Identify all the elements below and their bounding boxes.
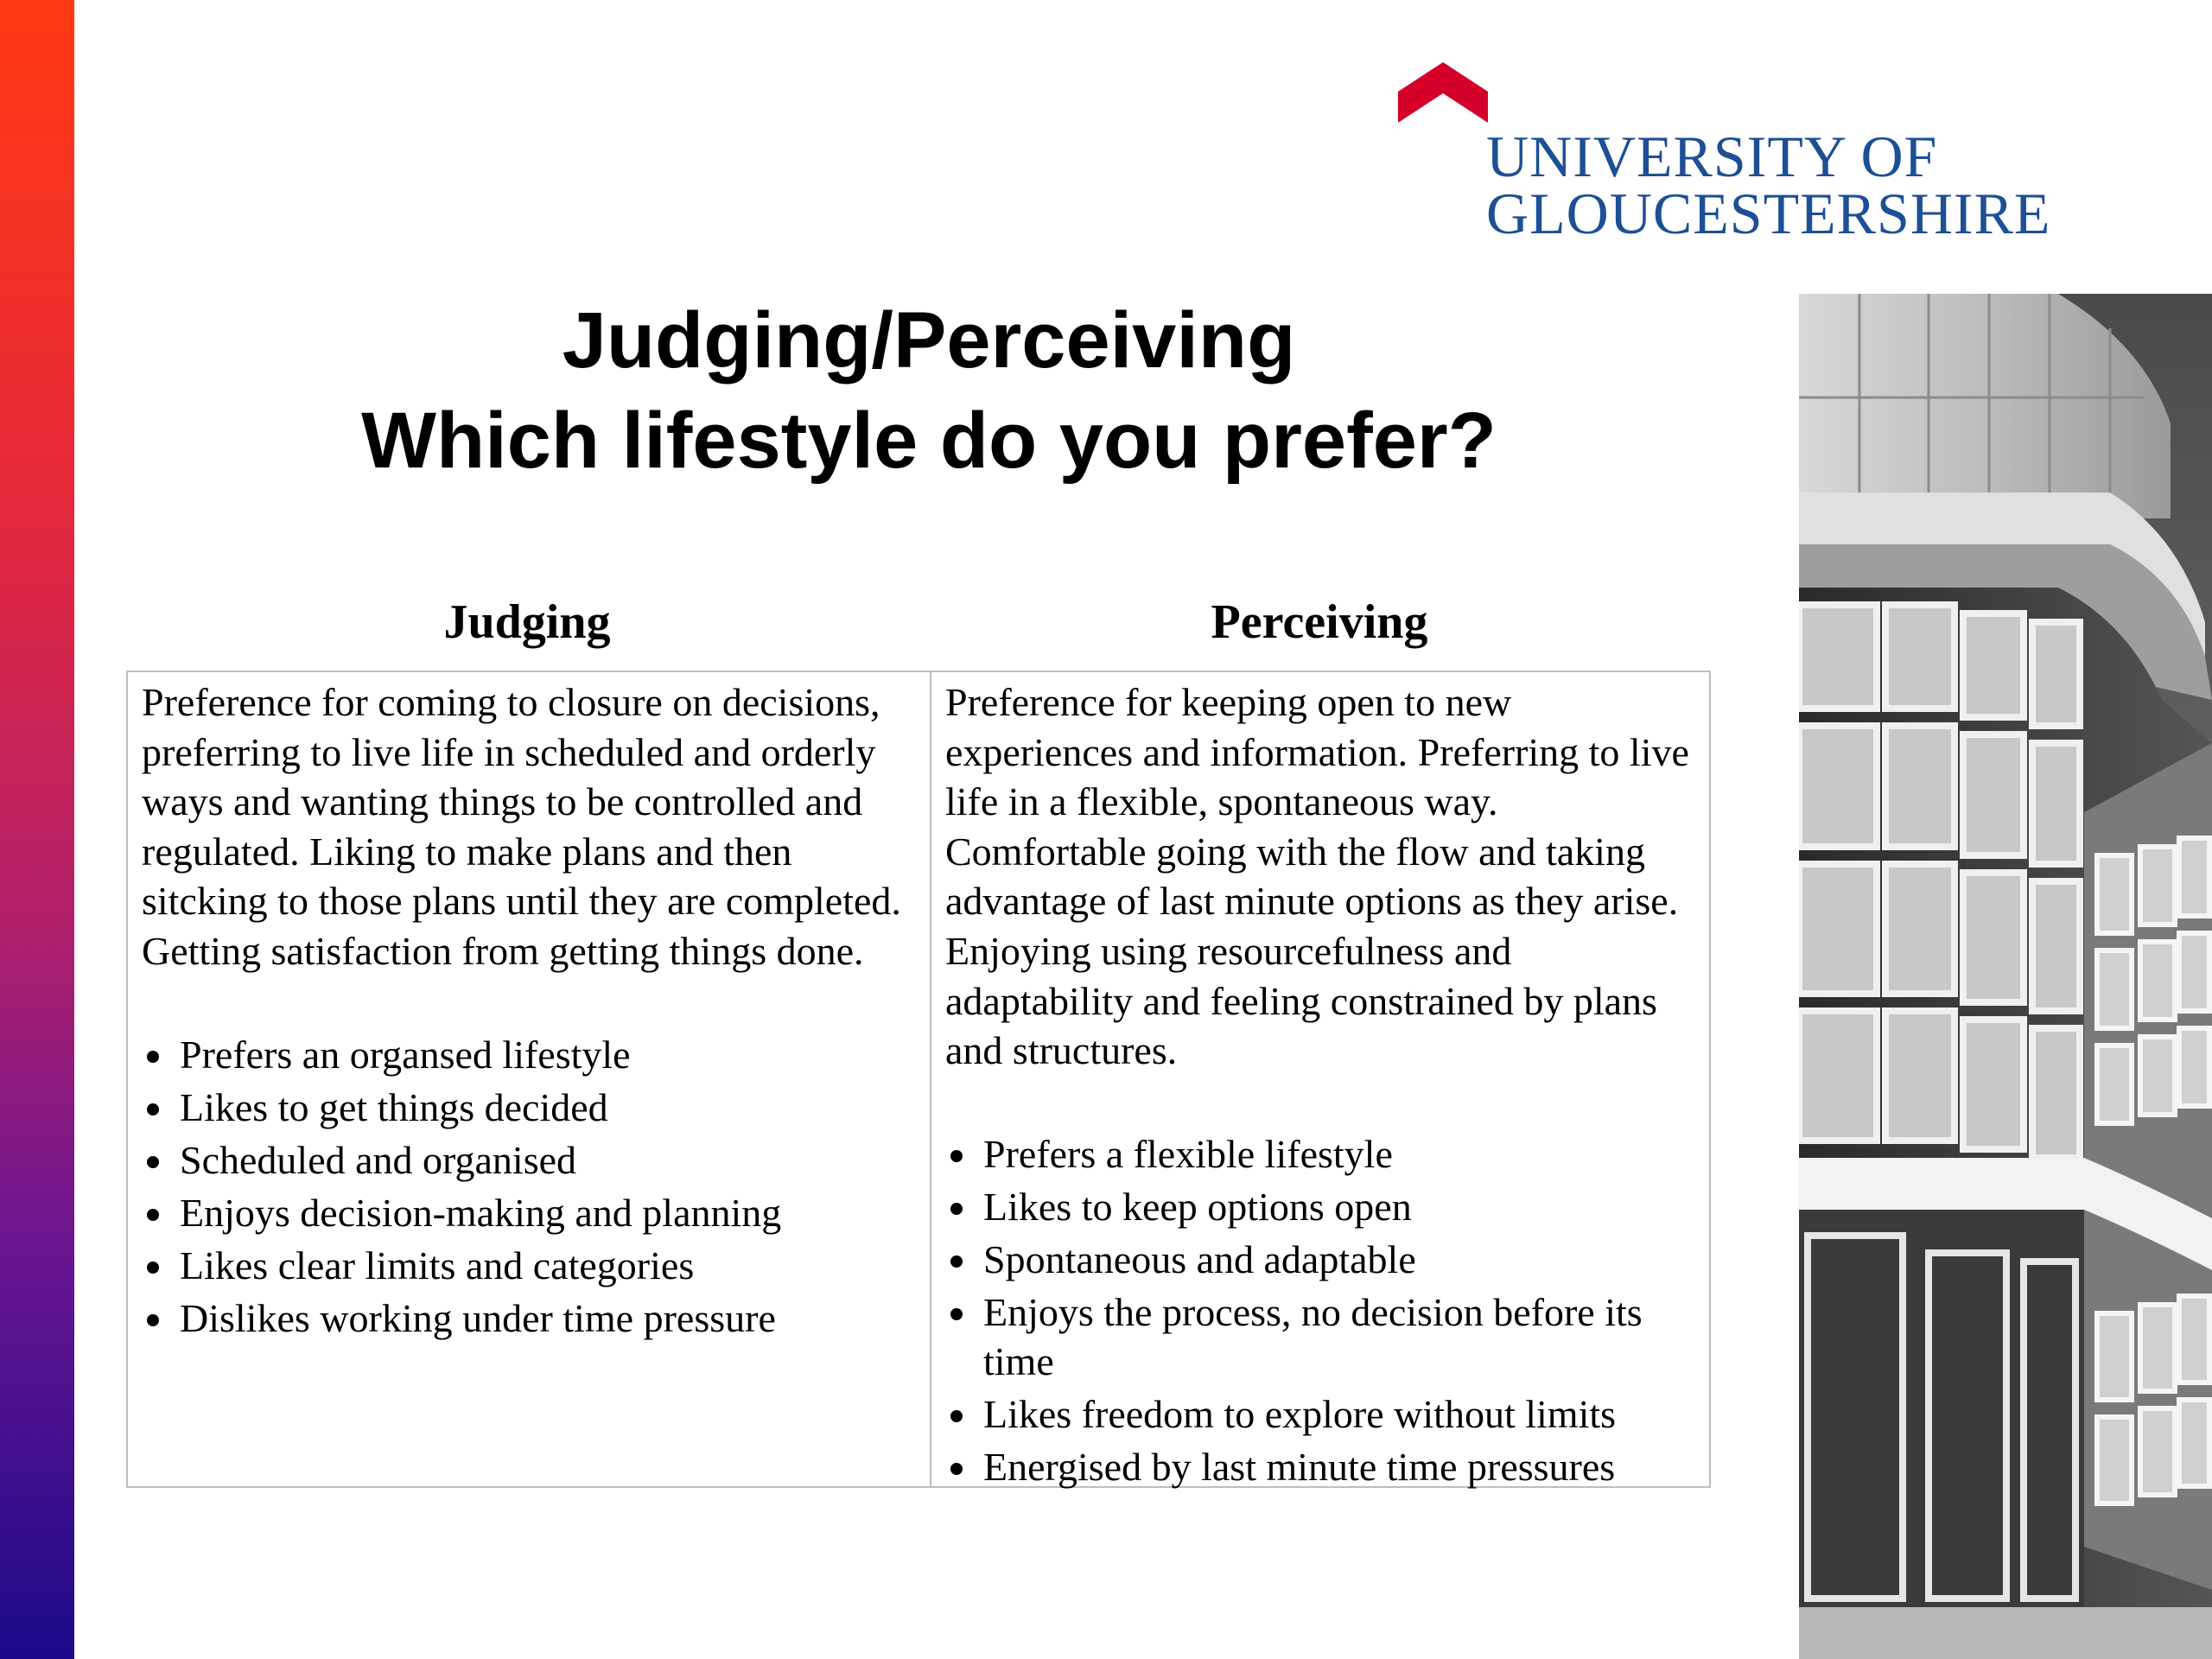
list-item-text: Likes clear limits and categories xyxy=(180,1243,695,1287)
perceiving-bullet-list xyxy=(945,1129,1697,1491)
list-item-text: Spontaneous and adaptable xyxy=(983,1236,1416,1281)
list-item-text: Likes freedom to explore without limits xyxy=(983,1391,1617,1436)
list-item xyxy=(142,1083,918,1132)
list-item-text: Enjoys the process, no decision before its time xyxy=(983,1289,1643,1383)
list-item xyxy=(945,1235,1697,1284)
list-item-text: Enjoys decision-making and planning xyxy=(180,1190,782,1235)
list-item xyxy=(945,1287,1697,1386)
judging-bullet-list xyxy=(142,1030,918,1343)
roof-chevron-icon xyxy=(1398,62,1488,130)
list-item xyxy=(142,1030,918,1079)
slide-title-line2: Which lifestyle do you prefer? xyxy=(361,397,1497,485)
list-item xyxy=(142,1241,918,1290)
list-item xyxy=(142,1294,918,1343)
bullet-icon xyxy=(147,1209,159,1221)
perceiving-cell xyxy=(931,672,1709,1489)
university-name xyxy=(1486,124,2051,246)
bullet-icon xyxy=(950,1410,963,1422)
university-name-line1: UNIVERSITY OF xyxy=(1486,124,1938,189)
list-item-text: Prefers a flexible lifestyle xyxy=(983,1131,1393,1176)
list-item xyxy=(945,1442,1697,1491)
bullet-icon xyxy=(950,1150,963,1162)
bullet-icon xyxy=(950,1203,963,1215)
bullet-icon xyxy=(147,1262,159,1274)
list-item xyxy=(142,1135,918,1185)
perceiving-description: Preference for keeping open to new experiences and information. Preferring to live life in a flexible, spontaneous way. Comfortable going with the flow and taking advantage of last minute options as they arise. Enjoying using resourcefulness and adaptability and feeling constrained by plans and structures. xyxy=(945,680,1689,1073)
list-item xyxy=(945,1389,1697,1439)
slide-title xyxy=(156,290,1702,491)
list-item-text: Likes to get things decided xyxy=(180,1084,608,1129)
bullet-icon xyxy=(147,1103,159,1116)
list-item xyxy=(142,1188,918,1237)
list-item-text: Prefers an organsed lifestyle xyxy=(180,1032,631,1077)
perceiving-heading: Perceiving xyxy=(1211,595,1428,649)
university-name-line2: GLOUCESTERSHIRE xyxy=(1486,181,2051,246)
list-item-text: Energised by last minute time pressures xyxy=(983,1444,1616,1489)
judging-heading: Judging xyxy=(443,595,611,649)
university-logo xyxy=(1398,62,2141,244)
building-photo xyxy=(1799,294,2212,1659)
slide-title-line1: Judging/Perceiving xyxy=(562,296,1296,385)
bullet-icon xyxy=(950,1463,963,1475)
judging-cell xyxy=(128,672,931,1486)
bullet-icon xyxy=(147,1156,159,1168)
side-gradient-bar xyxy=(0,0,74,1659)
list-item xyxy=(945,1182,1697,1231)
bullet-icon xyxy=(147,1051,159,1063)
judging-description: Preference for coming to closure on decisions, preferring to live life in scheduled and orderly ways and wanting things to be controlled and regulated. Liking to make plans and then sitcking to those plans until they are completed. Getting satisfaction from getting things done. xyxy=(142,680,901,973)
bullet-icon xyxy=(950,1308,963,1320)
list-item-text: Likes to keep options open xyxy=(983,1184,1412,1229)
bullet-icon xyxy=(950,1255,963,1268)
list-item-text: Dislikes working under time pressure xyxy=(180,1295,776,1340)
bullet-icon xyxy=(147,1314,159,1326)
list-item-text: Scheduled and organised xyxy=(180,1137,577,1182)
list-item xyxy=(945,1129,1697,1179)
comparison-table xyxy=(126,671,1711,1488)
